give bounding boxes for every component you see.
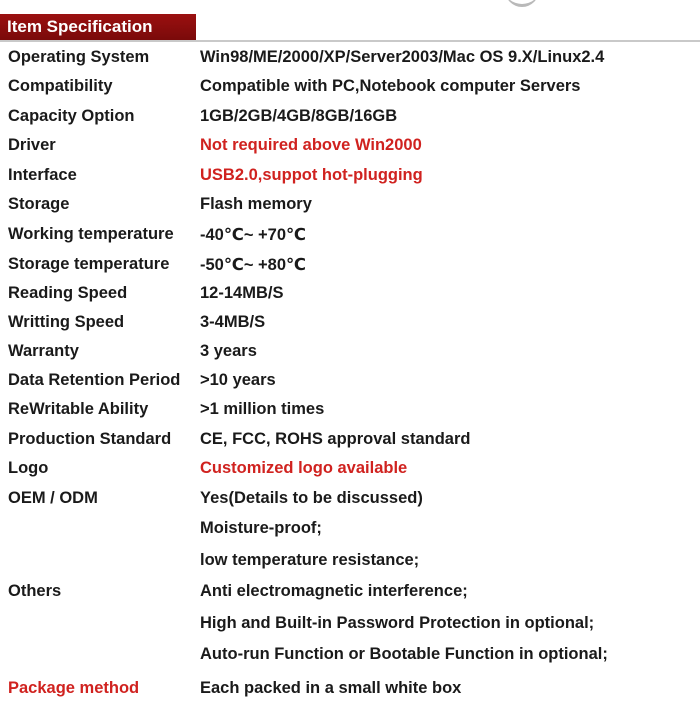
spec-label: Storage bbox=[8, 195, 70, 213]
spec-label: Storage temperature bbox=[8, 255, 170, 273]
spec-value: -50℃~ +80℃ bbox=[200, 256, 307, 274]
package-label: Package method bbox=[8, 679, 140, 697]
spec-label: ReWritable Ability bbox=[8, 400, 149, 418]
others-value: low temperature resistance; bbox=[200, 551, 420, 569]
spec-label: Warranty bbox=[8, 342, 79, 360]
spec-value: Flash memory bbox=[200, 195, 312, 213]
spec-value: Yes(Details to be discussed) bbox=[200, 489, 423, 507]
spec-value: Compatible with PC,Notebook computer Servers bbox=[200, 77, 581, 95]
others-value: Moisture-proof; bbox=[200, 519, 322, 537]
spec-label: Logo bbox=[8, 459, 49, 477]
header-divider bbox=[0, 40, 700, 42]
spec-label: Reading Speed bbox=[8, 284, 128, 302]
spec-label: Interface bbox=[8, 166, 77, 184]
spec-label: Production Standard bbox=[8, 430, 172, 448]
spec-value: CE, FCC, ROHS approval standard bbox=[200, 430, 471, 448]
others-value: Anti electromagnetic interference; bbox=[200, 582, 468, 600]
spec-label: Data Retention Period bbox=[8, 371, 181, 389]
spec-value: 12-14MB/S bbox=[200, 284, 284, 302]
spec-value: -40℃~ +70℃ bbox=[200, 226, 307, 244]
others-value: High and Built-in Password Protection in optional; bbox=[200, 614, 595, 632]
spec-value: 3-4MB/S bbox=[200, 313, 266, 331]
spec-label: Working temperature bbox=[8, 225, 174, 243]
package-value: Each packed in a small white box bbox=[200, 679, 462, 697]
spec-value: 1GB/2GB/4GB/8GB/16GB bbox=[200, 107, 398, 125]
section-header: Item Specification bbox=[0, 14, 196, 40]
others-value: Auto-run Function or Bootable Function in optional; bbox=[200, 645, 608, 663]
spec-value: Win98/ME/2000/XP/Server2003/Mac OS 9.X/Linux2.4 bbox=[200, 48, 605, 66]
spec-label: Compatibility bbox=[8, 77, 113, 95]
spec-value: >1 million times bbox=[200, 400, 325, 418]
spec-value: Not required above Win2000 bbox=[200, 136, 422, 154]
spec-label: Operating System bbox=[8, 48, 150, 66]
decorative-arc bbox=[505, 0, 539, 7]
spec-value: Customized logo available bbox=[200, 459, 408, 477]
spec-value: >10 years bbox=[200, 371, 276, 389]
spec-label: OEM / ODM bbox=[8, 489, 98, 507]
spec-label: Capacity Option bbox=[8, 107, 135, 125]
others-label: Others bbox=[8, 582, 62, 600]
spec-label: Writting Speed bbox=[8, 313, 125, 331]
spec-value: USB2.0,suppot hot-plugging bbox=[200, 166, 423, 184]
spec-label: Driver bbox=[8, 136, 56, 154]
spec-value: 3 years bbox=[200, 342, 257, 360]
